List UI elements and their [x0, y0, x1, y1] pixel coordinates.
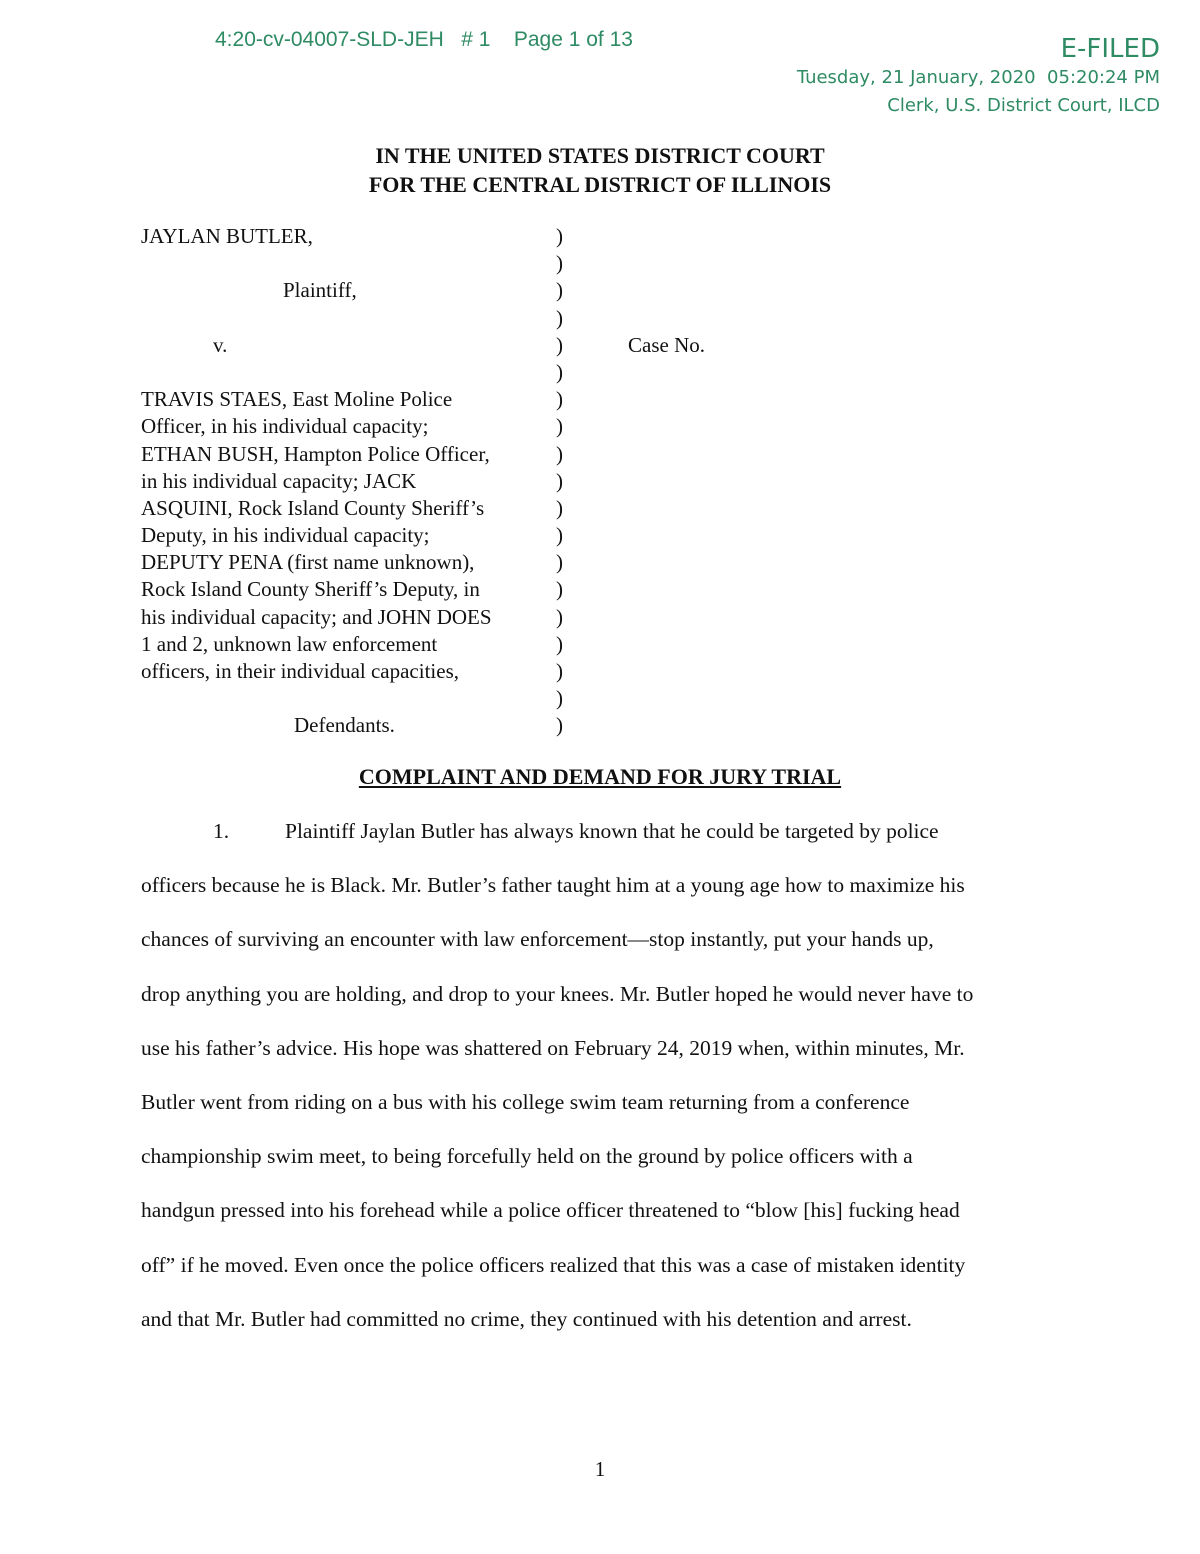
caption-paren: ): [556, 550, 563, 575]
court-heading-line2: FOR THE CENTRAL DISTRICT OF ILLINOIS: [368, 172, 832, 197]
caption-party-text: his individual capacity; and JOHN DOES: [141, 604, 492, 629]
caption-row: [141, 604, 1141, 631]
caption-party-text: ASQUINI, Rock Island County Sheriff’s: [141, 495, 485, 520]
caption-party-text: Officer, in his individual capacity;: [141, 414, 429, 439]
efiled-stamp: [797, 34, 1160, 120]
paragraph-line: [141, 1304, 1061, 1358]
case-caption: [141, 223, 1141, 740]
caption-row: [141, 631, 1141, 658]
caption-row: [141, 468, 1141, 495]
caption-paren: ): [556, 305, 563, 330]
paragraph-line: [141, 924, 1061, 978]
caption-row: [141, 658, 1141, 685]
paragraph-line-text: off” if he moved. Even once the police officers realized that this was a case of mistaken identity: [141, 1252, 966, 1277]
caption-paren: ): [556, 495, 563, 520]
paragraph-line: [141, 1195, 1061, 1249]
caption-paren: ): [556, 713, 563, 738]
caption-party-text: Rock Island County Sheriff’s Deputy, in: [141, 577, 480, 602]
efiled-datetime: Tuesday, 21 January, 2020 05:20:24 PM: [796, 67, 1160, 88]
caption-row: [141, 223, 1141, 250]
case-number: 4:20-cv-04007-SLD-JEH: [215, 28, 444, 51]
caption-paren: ): [556, 523, 563, 548]
caption-paren: ): [556, 387, 563, 412]
page-number: 1: [594, 1457, 606, 1481]
caption-row: [141, 250, 1141, 277]
caption-paren: ): [556, 631, 563, 656]
document-title: [0, 764, 1200, 790]
caption-paren: ): [556, 604, 563, 629]
caption-row: [141, 386, 1141, 413]
paragraph-line-text: use his father’s advice. His hope was shattered on February 24, 2019 when, within minutes, Mr.: [141, 1035, 965, 1060]
caption-party-text: ETHAN BUSH, Hampton Police Officer,: [141, 441, 490, 466]
caption-party-text: v.: [213, 332, 228, 357]
caption-party-text: 1 and 2, unknown law enforcement: [141, 631, 438, 656]
document-title-text: COMPLAINT AND DEMAND FOR JURY TRIAL: [358, 764, 842, 789]
caption-paren: ): [556, 686, 563, 711]
paragraph-line-text: championship swim meet, to being forcefully held on the ground by police officers with a: [141, 1144, 913, 1169]
caption-paren: ): [556, 278, 563, 303]
caption-row: [141, 495, 1141, 522]
caption-party-text: officers, in their individual capacities,: [141, 659, 460, 683]
court-heading: [0, 141, 1200, 199]
paragraph-line: [141, 1250, 1061, 1304]
paragraph-line-text: handgun pressed into his forehead while a police officer threatened to “blow [his] fucking head: [141, 1198, 960, 1223]
caption-row: [141, 685, 1141, 712]
caption-row: [141, 549, 1141, 576]
paragraph-line-text: Plaintiff Jaylan Butler has always known that he could be targeted by police: [285, 819, 939, 843]
caption-party-text: JAYLAN BUTLER,: [141, 224, 313, 248]
ecf-header-stamp: [215, 28, 633, 52]
caption-row: [141, 332, 1141, 359]
caption-paren: ): [556, 251, 563, 276]
paragraph-line: [141, 1087, 1061, 1141]
caption-party-text: TRAVIS STAES, East Moline Police: [141, 387, 453, 412]
caption-paren: ): [556, 468, 563, 493]
caption-party-text: in his individual capacity; JACK: [141, 468, 417, 493]
paragraph-line: [141, 1141, 1061, 1195]
paragraph-line-text: Butler went from riding on a bus with his college swim team returning from a conference: [141, 1089, 910, 1114]
paragraph-line: [141, 816, 1061, 870]
paragraph-line-text: officers because he is Black. Mr. Butler’s father taught him at a young age how to maximize his: [141, 873, 965, 898]
caption-paren: ): [556, 577, 563, 602]
caption-paren: ): [556, 332, 563, 357]
caption-row: [141, 413, 1141, 440]
paragraph-1: [141, 816, 1061, 1358]
caption-party-text: Deputy, in his individual capacity;: [141, 523, 430, 548]
paragraph-line-text: drop anything you are holding, and drop to your knees. Mr. Butler hoped he would never have to: [141, 981, 974, 1006]
paragraph-line: [141, 870, 1061, 924]
caption-case-number: Case No.: [628, 332, 705, 357]
efiled-clerk: Clerk, U.S. District Court, ILCD: [887, 95, 1160, 116]
caption-row: [141, 576, 1141, 603]
court-heading-line1: IN THE UNITED STATES DISTRICT COURT: [375, 143, 825, 168]
document-number: # 1: [461, 28, 491, 51]
paragraph-number: 1.: [213, 819, 230, 843]
caption-paren: ): [556, 224, 563, 248]
caption-party-text: Defendants.: [294, 713, 395, 738]
caption-row: [141, 441, 1141, 468]
caption-paren: ): [556, 659, 563, 683]
caption-paren: ): [556, 414, 563, 439]
caption-paren: ): [556, 359, 563, 384]
caption-paren: ): [556, 441, 563, 466]
paragraph-line: [141, 979, 1061, 1033]
caption-row: [141, 277, 1141, 304]
caption-row: [141, 359, 1141, 386]
paragraph-line: [141, 1033, 1061, 1087]
paragraph-line-text: chances of surviving an encounter with law enforcement—stop instantly, put your hands up,: [141, 927, 934, 952]
caption-row: [141, 712, 1141, 739]
caption-party-text: DEPUTY PENA (first name unknown),: [141, 550, 475, 575]
caption-row: [141, 522, 1141, 549]
caption-row: [141, 305, 1141, 332]
caption-party-text: Plaintiff,: [283, 278, 357, 303]
efiled-label: E-FILED: [1060, 34, 1160, 64]
paragraph-line-text: and that Mr. Butler had committed no crime, they continued with his detention and arrest.: [141, 1306, 912, 1331]
page-count: Page 1 of 13: [513, 28, 633, 51]
